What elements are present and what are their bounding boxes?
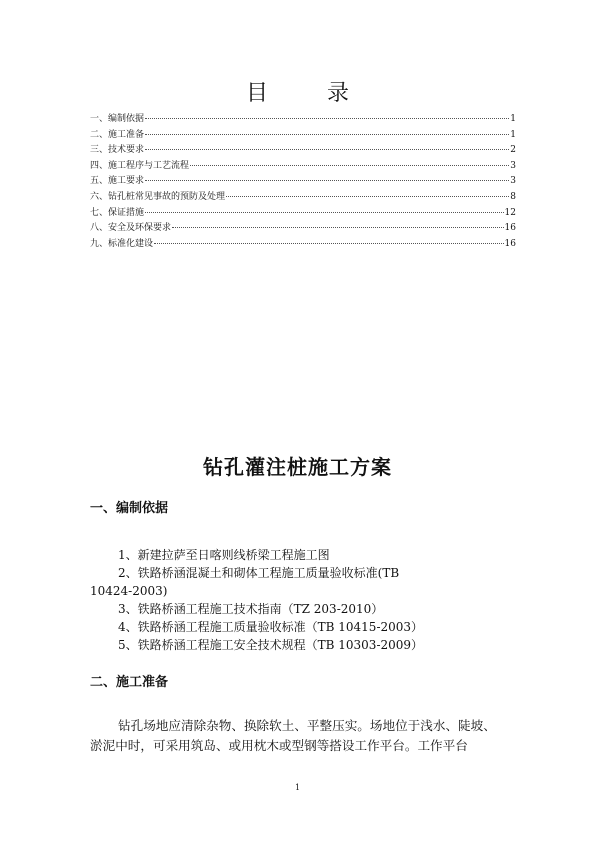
reference-list [90,546,510,654]
toc-dot-leader [154,243,504,244]
document-title: 钻孔灌注桩施工方案 [203,455,392,479]
toc-entry-label: 六、钻孔桩常见事故的预防及处理 [90,191,226,202]
toc-entry-page: 1 [510,114,516,124]
toc-entry[interactable] [90,206,516,222]
toc-dot-leader [226,196,509,197]
toc-dot-leader [190,165,509,166]
toc-entry-label: 八、安全及环保要求 [90,223,172,234]
toc-entry-label: 三、技术要求 [90,145,145,156]
toc-entry[interactable] [90,221,516,237]
toc-entry-label: 二、施工准备 [90,129,145,140]
body-paragraph [90,716,508,756]
toc-entry-page: 16 [504,238,516,249]
toc-entry-page: 2 [510,145,516,156]
reference-item: 2、铁路桥涵混凝土和砌体工程施工质量验收标准(TB [118,566,400,580]
toc-title: 目 录 [246,81,375,106]
paragraph-line: 钻孔场地应清除杂物、换除软土、平整压实。场地位于浅水、陡坡、 [118,718,496,733]
paragraph-line: 淤泥中时，可采用筑岛、或用枕木或型钢等搭设工作平台。工作平台 [90,738,468,753]
toc-entry-label: 五、施工要求 [90,176,145,187]
table-of-contents [90,112,516,252]
toc-dot-leader [145,212,504,213]
toc-entry-label: 四、施工程序与工艺流程 [90,160,190,171]
toc-dot-leader [172,227,504,228]
reference-item-continuation: 10424-2003) [90,584,168,598]
toc-entry-page: 8 [510,191,516,202]
toc-entry[interactable] [90,174,516,190]
toc-entry[interactable] [90,159,516,175]
reference-item: 5、铁路桥涵工程施工安全技术规程（TB 10303-2009） [118,638,424,652]
reference-item: 1、新建拉萨至日喀则线桥梁工程施工图 [118,548,330,562]
toc-entry-page: 12 [504,207,516,218]
toc-dot-leader [145,118,509,119]
page-number: 1 [294,783,301,792]
toc-entry-page: 3 [510,160,516,171]
toc-dot-leader [145,149,509,150]
toc-entry-page: 16 [504,223,516,234]
toc-dot-leader [145,134,509,135]
toc-entry-page: 1 [510,129,516,140]
toc-entry[interactable] [90,190,516,206]
reference-item: 3、铁路桥涵工程施工技术指南（TZ 203-2010） [118,602,384,616]
toc-entry[interactable] [90,237,516,253]
toc-entry-label: 一、编制依据 [90,114,145,124]
toc-entry[interactable] [90,112,516,128]
reference-item: 4、铁路桥涵工程施工质量验收标准（TB 10415-2003） [118,620,424,634]
toc-entry-label: 七、保证措施 [90,207,145,218]
toc-entry[interactable] [90,128,516,144]
section-heading-basis: 一、编制依据 [90,501,169,516]
section-heading-preparation: 二、施工准备 [90,675,169,690]
toc-entry-label: 九、标准化建设 [90,238,154,249]
toc-dot-leader [145,180,509,181]
toc-entry[interactable] [90,143,516,159]
toc-entry-page: 3 [510,176,516,187]
